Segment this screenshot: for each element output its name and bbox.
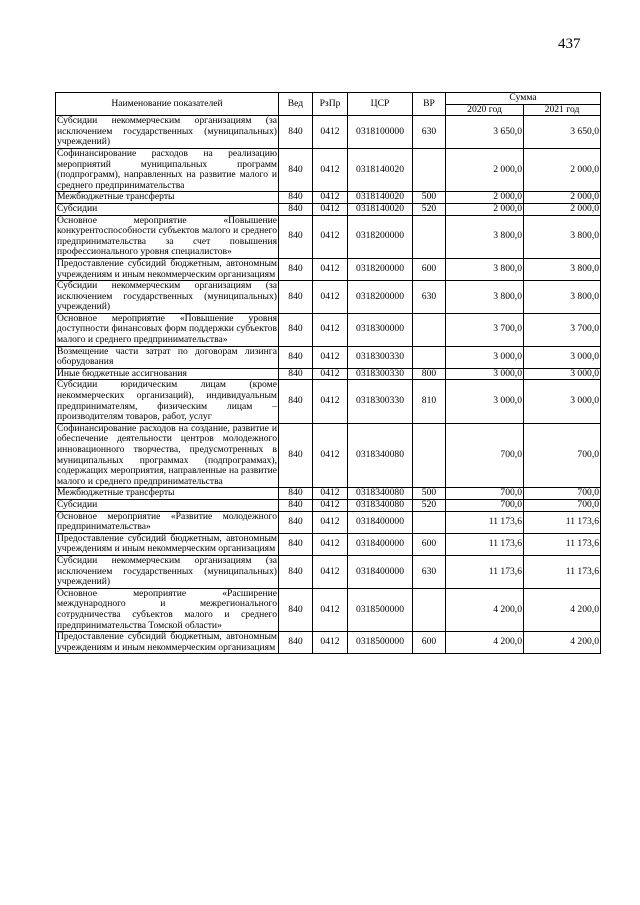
row-rzpr-cell: 0412	[313, 313, 348, 346]
row-name-cell: Основное мероприятие «Расширение международного и межрегионального сотрудничества субъектов малого и среднего предпринимательства Томской области»	[57, 587, 277, 631]
row-rzpr-cell: 0412	[313, 533, 348, 555]
table-row	[56, 258, 601, 280]
row-vr-cell	[413, 346, 446, 368]
table-row	[56, 346, 601, 368]
row-vr-cell: 630	[413, 555, 446, 588]
row-ved-cell: 840	[279, 258, 313, 280]
row-vr-cell	[413, 588, 446, 631]
row-2020-cell: 3 000,0	[446, 368, 524, 380]
row-ved-cell: 840	[279, 423, 313, 488]
row-2021-cell: 700,0	[524, 488, 601, 500]
row-ved-cell: 840	[279, 533, 313, 555]
row-vr-cell	[413, 423, 446, 488]
row-2021-cell: 3 800,0	[524, 215, 601, 258]
row-2020-cell: 700,0	[446, 488, 524, 500]
row-2020-cell: 4 200,0	[446, 588, 524, 631]
row-2021-cell: 3 650,0	[524, 116, 601, 149]
table-row	[56, 588, 601, 631]
row-vr-cell: 520	[413, 203, 446, 215]
table-row	[56, 203, 601, 215]
row-name-cell: Иные бюджетные ассигнования	[56, 368, 279, 380]
row-ved-cell: 840	[279, 368, 313, 380]
row-2020-cell: 11 173,6	[446, 511, 524, 533]
row-rzpr-cell: 0412	[313, 116, 348, 149]
header-2020: 2020 год	[446, 104, 524, 116]
row-name-cell: Субсидии	[56, 499, 279, 511]
row-2021-cell: 3 800,0	[524, 258, 601, 280]
row-rzpr-cell: 0412	[313, 192, 348, 204]
row-csr-cell: 0318200000	[348, 281, 413, 314]
row-2021-cell: 2 000,0	[524, 192, 601, 204]
row-ved-cell: 840	[279, 313, 313, 346]
row-2020-cell: 2 000,0	[446, 203, 524, 215]
table-row	[56, 555, 601, 588]
row-2020-cell: 3 800,0	[446, 215, 524, 258]
row-ved-cell: 840	[279, 632, 313, 654]
row-csr-cell: 0318100000	[348, 116, 413, 149]
row-name-cell: Межбюджетные трансферты	[56, 192, 279, 204]
row-name-cell: Субсидии некоммерческим организациям (за исключением государственных (муниципальных) учреждений)	[57, 554, 277, 588]
row-name-cell: Предоставление субсидий бюджетным, автономным учреждениям и иным некоммерческим организациям	[57, 631, 277, 653]
table-row	[56, 499, 601, 511]
row-2020-cell: 2 000,0	[446, 148, 524, 191]
row-2021-cell: 11 173,6	[524, 555, 601, 588]
row-rzpr-cell: 0412	[313, 632, 348, 654]
row-name-cell: Субсидии некоммерческим организациям (за исключением государственных (муниципальных) учреждений)	[57, 280, 277, 313]
row-rzpr-cell: 0412	[313, 511, 348, 533]
row-2020-cell: 3 800,0	[446, 258, 524, 280]
row-ved-cell: 840	[279, 488, 313, 500]
row-ved-cell: 840	[279, 499, 313, 511]
row-2021-cell: 3 000,0	[524, 346, 601, 368]
row-ved-cell: 840	[279, 203, 313, 215]
row-rzpr-cell: 0412	[313, 423, 348, 488]
row-csr-cell: 0318340080	[348, 488, 413, 500]
row-vr-cell	[413, 511, 446, 533]
header-ved: Вед	[279, 93, 313, 116]
row-vr-cell: 630	[413, 281, 446, 314]
row-ved-cell: 840	[279, 555, 313, 588]
row-vr-cell: 520	[413, 499, 446, 511]
row-csr-cell: 0318300330	[348, 346, 413, 368]
row-2020-cell: 700,0	[446, 499, 524, 511]
row-2021-cell: 4 200,0	[524, 588, 601, 631]
row-csr-cell: 0318400000	[348, 533, 413, 555]
row-name-cell: Основное мероприятие «Развитие молодежного предпринимательства»	[57, 510, 277, 533]
row-rzpr-cell: 0412	[313, 488, 348, 500]
row-vr-cell: 600	[413, 632, 446, 654]
row-2021-cell: 3 000,0	[524, 380, 601, 423]
row-name-cell: Субсидии	[56, 203, 279, 215]
row-csr-cell: 0318200000	[348, 215, 413, 258]
row-2021-cell: 11 173,6	[524, 511, 601, 533]
row-name-cell: Основное мероприятие «Повышение конкурентоспособности субъектов малого и среднего предпринимательства за счет повышения профессионального уровня специалистов»	[57, 214, 277, 258]
row-rzpr-cell: 0412	[313, 281, 348, 314]
row-2020-cell: 3 800,0	[446, 281, 524, 314]
row-2020-cell: 11 173,6	[446, 555, 524, 588]
row-rzpr-cell: 0412	[313, 380, 348, 423]
table-row	[56, 148, 601, 191]
row-rzpr-cell: 0412	[313, 346, 348, 368]
row-csr-cell: 0318300330	[348, 368, 413, 380]
row-ved-cell: 840	[279, 116, 313, 149]
header-name: Наименование показателей	[56, 93, 279, 116]
row-vr-cell: 810	[413, 380, 446, 423]
row-ved-cell: 840	[279, 215, 313, 258]
row-rzpr-cell: 0412	[313, 368, 348, 380]
row-vr-cell: 600	[413, 533, 446, 555]
row-2021-cell: 700,0	[524, 499, 601, 511]
row-csr-cell: 0318300000	[348, 313, 413, 346]
row-csr-cell: 0318500000	[348, 588, 413, 631]
row-2020-cell: 3 700,0	[446, 313, 524, 346]
table-row	[56, 281, 601, 314]
row-name-cell: Софинансирование расходов на реализацию мероприятий муниципальных программ (подпрограмм), направленных на развитие малого и среднего предпринимательства	[57, 147, 277, 191]
table-row	[56, 116, 601, 149]
table-row	[56, 511, 601, 533]
row-name-cell: Софинансирование расходов на создание, развитие и обеспечение деятельности центров молодежного инновационного творчества, предусмотренных в муниципальных программах (подпрограммах), содержащих мероприятия, направленные на развитие малого и среднего предпринимательства	[57, 422, 277, 487]
row-rzpr-cell: 0412	[313, 499, 348, 511]
row-ved-cell: 840	[279, 281, 313, 314]
row-2020-cell: 11 173,6	[446, 533, 524, 555]
row-name-cell: Субсидии юридическим лицам (кроме некоммерческих организаций), индивидуальным предпринимателям, физическим лицам – производителям товаров, работ, услуг	[57, 379, 277, 423]
row-name-cell: Предоставление субсидий бюджетным, автономным учреждениям и иным некоммерческим организациям	[57, 257, 277, 280]
row-rzpr-cell: 0412	[313, 555, 348, 588]
row-2021-cell: 3 800,0	[524, 281, 601, 314]
header-rzpr: РзПр	[313, 93, 348, 116]
row-vr-cell	[413, 148, 446, 191]
row-rzpr-cell: 0412	[313, 148, 348, 191]
row-2020-cell: 2 000,0	[446, 192, 524, 204]
row-2020-cell: 3 000,0	[446, 380, 524, 423]
row-rzpr-cell: 0412	[313, 258, 348, 280]
row-2021-cell: 3 000,0	[524, 368, 601, 380]
row-name-cell: Субсидии некоммерческим организациям (за исключением государственных (муниципальных) учреждений)	[57, 115, 277, 148]
row-csr-cell: 0318500000	[348, 632, 413, 654]
row-2021-cell: 4 200,0	[524, 632, 601, 654]
row-vr-cell: 500	[413, 488, 446, 500]
row-vr-cell: 630	[413, 116, 446, 149]
table-row	[56, 380, 601, 423]
row-ved-cell: 840	[279, 511, 313, 533]
table-row	[56, 423, 601, 488]
row-vr-cell	[413, 215, 446, 258]
row-rzpr-cell: 0412	[313, 203, 348, 215]
row-name-cell: Межбюджетные трансферты	[56, 488, 279, 500]
header-row	[56, 93, 601, 105]
row-vr-cell: 500	[413, 192, 446, 204]
row-name-cell: Возмещение части затрат по договорам лизинга оборудования	[57, 345, 277, 368]
table-row	[56, 632, 601, 654]
row-2020-cell: 3 000,0	[446, 346, 524, 368]
header-2021: 2021 год	[524, 104, 601, 116]
row-csr-cell: 0318340080	[348, 423, 413, 488]
table-row	[56, 215, 601, 258]
header-csr: ЦСР	[348, 93, 413, 116]
row-2020-cell: 4 200,0	[446, 632, 524, 654]
row-vr-cell	[413, 313, 446, 346]
row-csr-cell: 0318400000	[348, 555, 413, 588]
row-ved-cell: 840	[279, 192, 313, 204]
row-csr-cell: 0318140020	[348, 148, 413, 191]
row-name-cell: Основное мероприятие «Повышение уровня доступности финансовых форм поддержки субъектов малого и среднего предпринимательства»	[57, 312, 277, 346]
row-rzpr-cell: 0412	[313, 588, 348, 631]
row-ved-cell: 840	[279, 380, 313, 423]
row-vr-cell: 800	[413, 368, 446, 380]
table-row	[56, 192, 601, 204]
table-row	[56, 488, 601, 500]
table-row	[56, 313, 601, 346]
row-ved-cell: 840	[279, 148, 313, 191]
row-2020-cell: 700,0	[446, 423, 524, 488]
row-2021-cell: 2 000,0	[524, 203, 601, 215]
row-rzpr-cell: 0412	[313, 215, 348, 258]
row-csr-cell: 0318340080	[348, 499, 413, 511]
table-row	[56, 368, 601, 380]
row-2021-cell: 11 173,6	[524, 533, 601, 555]
row-2020-cell: 3 650,0	[446, 116, 524, 149]
budget-table	[55, 92, 601, 654]
row-ved-cell: 840	[279, 346, 313, 368]
row-csr-cell: 0318140020	[348, 203, 413, 215]
row-2021-cell: 2 000,0	[524, 148, 601, 191]
row-csr-cell: 0318300330	[348, 380, 413, 423]
table-row	[56, 533, 601, 555]
row-2021-cell: 700,0	[524, 423, 601, 488]
row-vr-cell: 600	[413, 258, 446, 280]
page-number: 437	[558, 36, 581, 52]
header-sum: Сумма	[446, 93, 601, 105]
row-2021-cell: 3 700,0	[524, 313, 601, 346]
row-csr-cell: 0318200000	[348, 258, 413, 280]
row-csr-cell: 0318400000	[348, 511, 413, 533]
header-vr: ВР	[413, 93, 446, 116]
row-csr-cell: 0318140020	[348, 192, 413, 204]
row-ved-cell: 840	[279, 588, 313, 631]
row-name-cell: Предоставление субсидий бюджетным, автономным учреждениям и иным некоммерческим организациям	[57, 532, 277, 555]
